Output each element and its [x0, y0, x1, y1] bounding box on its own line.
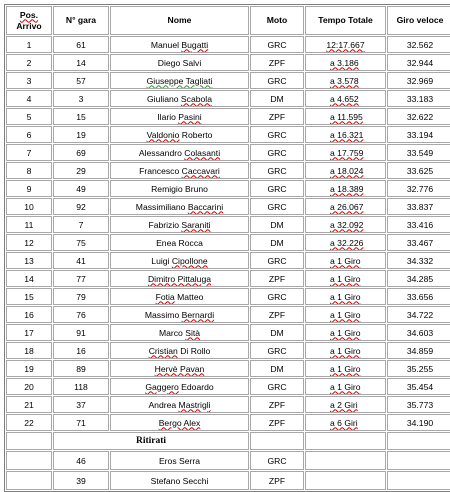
cell-tempo: [305, 306, 386, 323]
cell-moto: ZPF: [250, 306, 304, 323]
cell-nome: [110, 378, 249, 395]
section-empty-cell: [387, 432, 450, 450]
cell-pos: 3: [6, 72, 52, 89]
retired-cell-gara: 46: [53, 451, 109, 470]
nome-highlight-text: Fotia: [155, 291, 175, 302]
cell-pos: 11: [6, 216, 52, 233]
nome-text: Fabrizio: [148, 219, 182, 230]
cell-gara: 76: [53, 306, 109, 323]
cell-giro: 34.722: [387, 306, 450, 323]
section-title-cell: [53, 432, 249, 450]
cell-tempo: [305, 108, 386, 125]
cell-moto: GRC: [250, 72, 304, 89]
cell-tempo: [305, 162, 386, 179]
section-empty-cell: [305, 432, 386, 450]
header-giro: Giro veloce: [387, 6, 450, 35]
tempo-text: a 11.595: [330, 111, 363, 122]
cell-nome: [110, 270, 249, 287]
cell-tempo: [305, 216, 386, 233]
cell-tempo: [305, 90, 386, 107]
cell-nome: [110, 324, 249, 341]
table-row: [6, 270, 450, 287]
nome-highlight-text: Sità: [185, 327, 201, 338]
header-nome: Nome: [110, 6, 249, 35]
tempo-text: a 1 Giro: [330, 309, 361, 320]
retired-cell-tempo: [305, 471, 386, 490]
cell-giro: 33.837: [387, 198, 450, 215]
cell-pos: 14: [6, 270, 52, 287]
tempo-text: a 1 Giro: [330, 255, 361, 266]
results-table-container: [4, 4, 446, 492]
nome-text: Enea Rocca: [156, 237, 203, 248]
table-row: [6, 396, 450, 413]
table-row: [6, 342, 450, 359]
cell-giro: 33.656: [387, 288, 450, 305]
cell-giro: 32.944: [387, 54, 450, 71]
table-row: [6, 36, 450, 53]
retired-cell-nome: Eros Serra: [110, 451, 249, 470]
cell-tempo: [305, 36, 386, 53]
nome-highlight-text: Caccavari: [181, 165, 220, 176]
cell-giro: 33.194: [387, 126, 450, 143]
tempo-text: a 4.652: [330, 93, 359, 104]
section-empty-cell: [250, 432, 304, 450]
cell-moto: ZPF: [250, 54, 304, 71]
cell-tempo: [305, 234, 386, 251]
cell-gara: 79: [53, 288, 109, 305]
cell-moto: ZPF: [250, 396, 304, 413]
cell-nome: [110, 108, 249, 125]
nome-text: Giuliano: [147, 93, 181, 104]
nome-highlight-text: Bergo Alex: [158, 417, 201, 428]
nome-highlight-text: Scabola: [180, 93, 212, 104]
tempo-text: a 2 Giri: [330, 399, 358, 410]
cell-tempo: [305, 54, 386, 71]
cell-gara: 19: [53, 126, 109, 143]
cell-moto: GRC: [250, 162, 304, 179]
cell-moto: GRC: [250, 180, 304, 197]
header-pos: [6, 6, 52, 35]
nome-suffix-text: Matteo: [174, 291, 204, 302]
header-row: [6, 6, 450, 35]
cell-gara: 61: [53, 36, 109, 53]
nome-text: Ilario: [157, 111, 179, 122]
cell-nome: [110, 90, 249, 107]
cell-pos: 18: [6, 342, 52, 359]
table-row: [6, 198, 450, 215]
cell-pos: 6: [6, 126, 52, 143]
cell-nome: [110, 72, 249, 89]
retired-row: [6, 451, 450, 470]
cell-giro: 32.622: [387, 108, 450, 125]
cell-giro: 33.549: [387, 144, 450, 161]
nome-highlight-text: Saraniti: [181, 219, 211, 230]
cell-pos: 16: [6, 306, 52, 323]
cell-giro: 33.183: [387, 90, 450, 107]
nome-text: Diego Salvi: [157, 57, 202, 68]
cell-gara: 92: [53, 198, 109, 215]
nome-text: Alessandro: [138, 147, 185, 158]
cell-nome: [110, 162, 249, 179]
cell-pos: 13: [6, 252, 52, 269]
retired-section: [6, 432, 450, 450]
tempo-text: a 1 Giro: [330, 327, 361, 338]
tempo-text: a 1 Giro: [330, 363, 361, 374]
cell-moto: GRC: [250, 126, 304, 143]
nome-suffix-text: Di Rollo: [177, 345, 211, 356]
cell-nome: [110, 360, 249, 377]
cell-moto: GRC: [250, 36, 304, 53]
tempo-text: a 3.186: [330, 57, 359, 68]
tempo-text: a 1 Giro: [330, 273, 361, 284]
cell-nome: [110, 54, 249, 71]
cell-pos: 2: [6, 54, 52, 71]
table-row: [6, 324, 450, 341]
retired-cell-pos: [6, 451, 52, 470]
retired-row: [6, 471, 450, 490]
cell-moto: GRC: [250, 144, 304, 161]
tempo-text: a 1 Giro: [330, 381, 361, 392]
nome-highlight-text: Mastrigli: [178, 399, 211, 410]
nome-text: Massimiliano: [135, 201, 188, 212]
cell-tempo: [305, 378, 386, 395]
tempo-text: a 18.389: [330, 183, 364, 194]
cell-gara: 29: [53, 162, 109, 179]
results-body: [6, 36, 450, 431]
cell-nome: [110, 216, 249, 233]
cell-tempo: [305, 126, 386, 143]
retired-cell-moto: GRC: [250, 451, 304, 470]
header-pos-line1: Pos.: [19, 9, 39, 20]
cell-nome: [110, 288, 249, 305]
retired-cell-nome: Stefano Secchi: [110, 471, 249, 490]
nome-text: Andrea: [148, 399, 179, 410]
table-row: [6, 54, 450, 71]
cell-gara: 89: [53, 360, 109, 377]
cell-moto: DM: [250, 324, 304, 341]
table-row: [6, 162, 450, 179]
table-row: [6, 180, 450, 197]
table-row: [6, 90, 450, 107]
cell-pos: 1: [6, 36, 52, 53]
header-moto: Moto: [250, 6, 304, 35]
table-row: [6, 378, 450, 395]
table-row: [6, 288, 450, 305]
nome-highlight-text: Cipollone: [171, 255, 208, 266]
nome-suffix-text: Edoardo: [178, 381, 214, 392]
cell-gara: 71: [53, 414, 109, 431]
table-row: [6, 72, 450, 89]
tempo-text: a 1 Giro: [330, 291, 361, 302]
cell-giro: 34.859: [387, 342, 450, 359]
tempo-text: a 16.321: [330, 129, 364, 140]
section-title: Ritirati: [135, 436, 167, 446]
retired-cell-moto: ZPF: [250, 471, 304, 490]
header-tempo: Tempo Totale: [305, 6, 386, 35]
cell-gara: 118: [53, 378, 109, 395]
nome-text: Manuel: [150, 39, 182, 50]
cell-pos: 12: [6, 234, 52, 251]
tempo-text: 12:17.667: [326, 39, 365, 50]
cell-moto: DM: [250, 360, 304, 377]
tempo-text: a 6 Giri: [330, 417, 358, 428]
cell-pos: 8: [6, 162, 52, 179]
cell-tempo: [305, 144, 386, 161]
cell-tempo: [305, 288, 386, 305]
cell-giro: 32.562: [387, 36, 450, 53]
cell-tempo: [305, 180, 386, 197]
nome-highlight-text: Bugatti: [181, 39, 209, 50]
nome-highlight-text: Pasini: [178, 111, 202, 122]
cell-pos: 10: [6, 198, 52, 215]
cell-tempo: [305, 252, 386, 269]
cell-pos: 7: [6, 144, 52, 161]
cell-gara: 57: [53, 72, 109, 89]
cell-pos: 21: [6, 396, 52, 413]
cell-giro: 35.773: [387, 396, 450, 413]
cell-moto: GRC: [250, 342, 304, 359]
cell-tempo: [305, 72, 386, 89]
cell-moto: GRC: [250, 198, 304, 215]
cell-pos: 4: [6, 90, 52, 107]
cell-giro: 34.190: [387, 414, 450, 431]
retired-body: [6, 451, 450, 490]
tempo-text: a 1 Giro: [330, 345, 361, 356]
cell-pos: 22: [6, 414, 52, 431]
cell-nome: [110, 306, 249, 323]
section-row: [6, 432, 450, 450]
cell-nome: [110, 342, 249, 359]
table-row: [6, 108, 450, 125]
nome-highlight-text: Giuseppe Tagliati: [146, 75, 213, 86]
cell-moto: ZPF: [250, 414, 304, 431]
cell-nome: [110, 252, 249, 269]
cell-tempo: [305, 414, 386, 431]
cell-tempo: [305, 198, 386, 215]
cell-gara: 41: [53, 252, 109, 269]
cell-nome: [110, 396, 249, 413]
table-row: [6, 234, 450, 251]
cell-gara: 75: [53, 234, 109, 251]
nome-highlight-text: Bernardi: [181, 309, 215, 320]
nome-text: Massimo: [144, 309, 182, 320]
cell-nome: [110, 180, 249, 197]
table-row: [6, 360, 450, 377]
cell-gara: 77: [53, 270, 109, 287]
cell-gara: 7: [53, 216, 109, 233]
nome-highlight-text: Gaggero: [145, 381, 179, 392]
nome-text: Marco: [158, 327, 186, 338]
cell-nome: [110, 36, 249, 53]
cell-gara: 69: [53, 144, 109, 161]
retired-cell-tempo: [305, 451, 386, 470]
nome-text: Francesco: [139, 165, 182, 176]
cell-moto: GRC: [250, 378, 304, 395]
cell-nome: [110, 198, 249, 215]
nome-text: Luigi: [151, 255, 172, 266]
section-empty-cell: [6, 432, 52, 450]
cell-gara: 15: [53, 108, 109, 125]
cell-gara: 16: [53, 342, 109, 359]
table-row: [6, 414, 450, 431]
cell-giro: 33.625: [387, 162, 450, 179]
cell-tempo: [305, 360, 386, 377]
cell-gara: 3: [53, 90, 109, 107]
cell-giro: 33.467: [387, 234, 450, 251]
retired-cell-gara: 39: [53, 471, 109, 490]
cell-giro: 32.969: [387, 72, 450, 89]
cell-giro: 35.255: [387, 360, 450, 377]
tempo-text: a 32.226: [330, 237, 364, 248]
cell-tempo: [305, 396, 386, 413]
cell-giro: 33.416: [387, 216, 450, 233]
cell-pos: 19: [6, 360, 52, 377]
cell-giro: 32.776: [387, 180, 450, 197]
cell-gara: 91: [53, 324, 109, 341]
retired-cell-pos: [6, 471, 52, 490]
cell-nome: [110, 234, 249, 251]
cell-moto: DM: [250, 216, 304, 233]
cell-moto: DM: [250, 90, 304, 107]
cell-giro: 34.285: [387, 270, 450, 287]
cell-giro: 34.603: [387, 324, 450, 341]
table-row: [6, 216, 450, 233]
cell-gara: 37: [53, 396, 109, 413]
cell-gara: 49: [53, 180, 109, 197]
header-pos-line2: Arrivo: [16, 20, 42, 31]
tempo-text: a 17.759: [330, 147, 364, 158]
cell-pos: 15: [6, 288, 52, 305]
cell-nome: [110, 144, 249, 161]
race-results-table: [4, 4, 450, 492]
nome-highlight-text: Colasanti: [184, 147, 221, 158]
cell-moto: GRC: [250, 252, 304, 269]
cell-tempo: [305, 324, 386, 341]
nome-highlight-text: Hervè Pavan: [154, 363, 205, 374]
cell-pos: 5: [6, 108, 52, 125]
cell-gara: 14: [53, 54, 109, 71]
cell-pos: 9: [6, 180, 52, 197]
cell-moto: DM: [250, 234, 304, 251]
cell-tempo: [305, 270, 386, 287]
retired-cell-giro: [387, 451, 450, 470]
cell-moto: ZPF: [250, 270, 304, 287]
tempo-text: a 26.067: [330, 201, 364, 212]
nome-highlight-text: Baccarini: [187, 201, 224, 212]
retired-cell-giro: [387, 471, 450, 490]
table-row: [6, 144, 450, 161]
nome-highlight-text: Cristian: [148, 345, 178, 356]
tempo-text: a 32.092: [330, 219, 364, 230]
cell-pos: 17: [6, 324, 52, 341]
cell-moto: GRC: [250, 288, 304, 305]
nome-highlight-text: Valdonio: [146, 129, 180, 140]
cell-pos: 20: [6, 378, 52, 395]
cell-moto: ZPF: [250, 108, 304, 125]
table-row: [6, 126, 450, 143]
cell-nome: [110, 414, 249, 431]
header-gara: N° gara: [53, 6, 109, 35]
cell-nome: [110, 126, 249, 143]
cell-giro: 35.454: [387, 378, 450, 395]
table-row: [6, 252, 450, 269]
cell-giro: 34.332: [387, 252, 450, 269]
nome-suffix-text: Roberto: [179, 129, 213, 140]
nome-highlight-text: Dimitro Pittaluga: [147, 273, 212, 284]
table-row: [6, 306, 450, 323]
nome-text: Remigio Bruno: [151, 183, 208, 194]
tempo-text: a 18.024: [330, 165, 364, 176]
tempo-text: a 3.578: [330, 75, 359, 86]
cell-tempo: [305, 342, 386, 359]
